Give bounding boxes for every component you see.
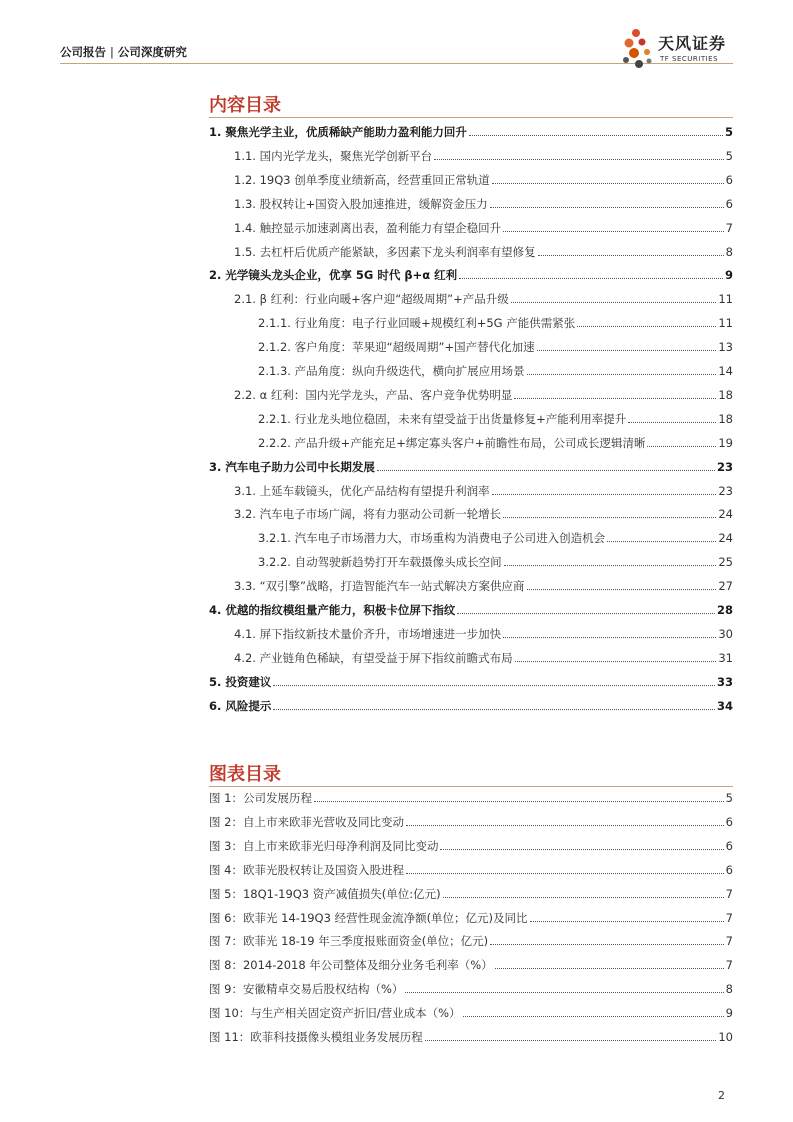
toc-entry-title: 2.2. α 红利：国内光学龙头，产品、客户竞争优势明显 bbox=[234, 387, 513, 402]
dot-leader bbox=[457, 602, 715, 614]
dot-leader bbox=[490, 196, 724, 208]
toc-entry[interactable] bbox=[209, 386, 733, 404]
dot-leader bbox=[406, 814, 724, 826]
figure-entry-page: 6 bbox=[725, 814, 733, 829]
toc-entry-page: 5 bbox=[725, 148, 733, 163]
toc-entry[interactable] bbox=[209, 243, 733, 261]
figure-entry[interactable] bbox=[209, 956, 733, 974]
toc-entry-page: 6 bbox=[725, 196, 733, 211]
logo-brand-cn: 天风证券 bbox=[658, 34, 727, 53]
dot-leader bbox=[492, 483, 717, 495]
toc-entry-title: 1.3. 股权转让+国资入股加速推进，缓解资金压力 bbox=[234, 196, 488, 211]
figure-entry-page: 7 bbox=[725, 910, 733, 925]
toc-entry[interactable] bbox=[209, 123, 733, 141]
dot-leader bbox=[511, 291, 717, 303]
dot-leader bbox=[314, 790, 724, 802]
toc-entry-page: 18 bbox=[718, 411, 733, 426]
toc-entry-page: 28 bbox=[716, 603, 733, 617]
figure-entry-title: 图 10：与生产相关固定资产折旧/营业成本（%） bbox=[209, 1006, 461, 1021]
toc-entry-page: 6 bbox=[725, 172, 733, 187]
figure-entry-page: 5 bbox=[725, 791, 733, 805]
dot-leader bbox=[406, 862, 724, 874]
toc-entry-page: 27 bbox=[718, 579, 733, 594]
figure-entry[interactable] bbox=[209, 861, 733, 879]
dot-leader bbox=[469, 124, 723, 136]
toc-entry-title: 2. 光学镜头龙头企业，优享 5G 时代 β+α 红利 bbox=[209, 268, 458, 283]
dot-leader bbox=[530, 910, 724, 922]
figure-entry-title: 图 8：2014-2018 年公司整体及细分业务毛利率（%） bbox=[209, 958, 493, 973]
toc-entry[interactable] bbox=[209, 601, 733, 619]
figure-entry-title: 图 5：18Q1-19Q3 资产减值损失(单位:亿元) bbox=[209, 886, 441, 901]
toc-entry[interactable] bbox=[209, 673, 733, 691]
dot-leader bbox=[503, 626, 716, 638]
figure-entry-page: 6 bbox=[725, 862, 733, 877]
report-subtype: 公司深度研究 bbox=[117, 45, 187, 59]
toc-entry[interactable] bbox=[209, 266, 733, 284]
toc-entry-page: 30 bbox=[718, 626, 733, 641]
toc-title: 内容目录 bbox=[209, 95, 281, 116]
toc-entry-title: 3.2.2. 自动驾驶新趋势打开车载摄像头成长空间 bbox=[258, 555, 502, 570]
toc-entry-title: 1.5. 去杠杆后优质产能紧缺，多因素下龙头利润率有望修复 bbox=[234, 244, 536, 259]
dot-leader bbox=[503, 506, 716, 518]
toc-entry[interactable] bbox=[209, 219, 733, 237]
figure-entry[interactable] bbox=[209, 837, 733, 855]
toc-entry-title: 2.1.1. 行业角度：电子行业回暖+规模红利+5G 产能供需紧张 bbox=[258, 316, 576, 331]
toc-entry-title: 6. 风险提示 bbox=[209, 698, 272, 713]
toc-entry-page: 23 bbox=[718, 483, 733, 498]
toc-entry-title: 2.2.1. 行业龙头地位稳固，未来有望受益于出货量修复+产能利用率提升 bbox=[258, 411, 627, 426]
toc-entry[interactable] bbox=[209, 147, 733, 165]
toc-entry-page: 18 bbox=[718, 387, 733, 402]
toc-entry-title: 1.2. 19Q3 创单季度业绩新高，经营重回正常轨道 bbox=[234, 172, 490, 187]
toc-entry-page: 11 bbox=[718, 316, 733, 331]
toc-entry[interactable] bbox=[209, 434, 733, 452]
dot-leader bbox=[527, 363, 717, 375]
figure-entry-page: 7 bbox=[725, 886, 733, 901]
dot-leader bbox=[628, 411, 716, 423]
toc-entry-page: 7 bbox=[725, 220, 733, 235]
flower-logo-icon bbox=[620, 28, 656, 72]
figure-entry[interactable] bbox=[209, 909, 733, 927]
figure-entry[interactable] bbox=[209, 932, 733, 950]
dot-leader bbox=[577, 315, 716, 327]
toc-entry[interactable] bbox=[209, 290, 733, 308]
toc-entry[interactable] bbox=[209, 482, 733, 500]
toc-entry[interactable] bbox=[209, 529, 733, 547]
figure-entry-page: 7 bbox=[725, 958, 733, 973]
figure-entry-page: 10 bbox=[718, 1030, 733, 1044]
dot-leader bbox=[463, 1005, 724, 1017]
figure-entry[interactable] bbox=[209, 1028, 733, 1046]
toc-entry[interactable] bbox=[209, 195, 733, 213]
toc-entry-title: 5. 投资建议 bbox=[209, 674, 272, 689]
dot-leader bbox=[527, 578, 717, 590]
dot-leader bbox=[607, 530, 716, 542]
toc-entry[interactable] bbox=[209, 625, 733, 643]
figure-entry-page: 9 bbox=[725, 1006, 733, 1021]
toc-entry-page: 31 bbox=[718, 650, 733, 665]
figures-title: 图表目录 bbox=[209, 764, 281, 785]
dot-leader bbox=[515, 650, 717, 662]
toc-entry[interactable] bbox=[209, 649, 733, 667]
toc-entry-title: 3.2. 汽车电子市场广阔，将有力驱动公司新一轮增长 bbox=[234, 507, 502, 522]
dot-leader bbox=[647, 435, 716, 447]
toc-entry-page: 5 bbox=[724, 125, 733, 139]
dot-leader bbox=[425, 1029, 717, 1041]
figure-entry[interactable] bbox=[209, 885, 733, 903]
figure-entry-page: 8 bbox=[725, 982, 733, 997]
figure-entry-page: 7 bbox=[725, 934, 733, 949]
toc-entry-title: 2.2.2. 产品升级+产能充足+绑定寡头客户+前瞻性布局，公司成长逻辑清晰 bbox=[258, 435, 646, 450]
toc-entry-title: 3. 汽车电子助力公司中长期发展 bbox=[209, 459, 375, 474]
toc-entry[interactable] bbox=[209, 171, 733, 189]
toc-title-rule bbox=[209, 117, 733, 118]
figure-entry[interactable] bbox=[209, 789, 733, 807]
figure-entry-title: 图 9：安徽精卓交易后股权结构（%） bbox=[209, 982, 404, 997]
toc-entry[interactable] bbox=[209, 553, 733, 571]
toc-entry-title: 2.1.2. 客户角度：苹果迎“超级周期”+国产替代化加速 bbox=[258, 340, 535, 355]
dot-leader bbox=[440, 838, 723, 850]
figure-entry[interactable] bbox=[209, 813, 733, 831]
dot-leader bbox=[503, 220, 724, 232]
report-type: 公司报告 bbox=[60, 45, 106, 59]
figure-entry-title: 图 4：欧菲光股权转让及国资入股进程 bbox=[209, 862, 404, 877]
figure-entry[interactable] bbox=[209, 1004, 733, 1022]
header-separator: | bbox=[110, 45, 114, 59]
toc-entry-title: 4.1. 屏下指纹新技术量价齐升，市场增速进一步加快 bbox=[234, 626, 502, 641]
tf-securities-logo bbox=[620, 28, 735, 72]
toc-entry-title: 1.1. 国内光学龙头，聚焦光学创新平台 bbox=[234, 148, 433, 163]
dot-leader bbox=[495, 957, 724, 969]
figure-entry-title: 图 1：公司发展历程 bbox=[209, 791, 312, 805]
toc-entry[interactable] bbox=[209, 697, 733, 715]
dot-leader bbox=[504, 554, 717, 566]
dot-leader bbox=[273, 698, 715, 710]
dot-leader bbox=[459, 267, 723, 279]
page-number: 2 bbox=[718, 1089, 725, 1102]
toc-entry-title: 1.4. 触控显示加速剥离出表，盈利能力有望企稳回升 bbox=[234, 220, 502, 235]
dot-leader bbox=[538, 244, 724, 256]
toc-entry[interactable] bbox=[209, 410, 733, 428]
toc-entry[interactable] bbox=[209, 314, 733, 332]
toc-entry-page: 19 bbox=[718, 435, 733, 450]
figures-title-rule bbox=[209, 786, 733, 787]
figure-entry-title: 图 2：自上市来欧菲光营收及同比变动 bbox=[209, 814, 404, 829]
toc-entry-page: 8 bbox=[725, 244, 733, 259]
toc-entry-page: 25 bbox=[718, 555, 733, 570]
toc-entry[interactable] bbox=[209, 458, 733, 476]
toc-entry-title: 4.2. 产业链角色稀缺，有望受益于屏下指纹前瞻式布局 bbox=[234, 650, 513, 665]
toc-entry-page: 34 bbox=[716, 698, 733, 713]
toc-entry-title: 2.1. β 红利：行业向暖+客户迎“超级周期”+产品升级 bbox=[234, 292, 509, 307]
report-category bbox=[60, 44, 187, 60]
toc-entry-page: 24 bbox=[718, 531, 733, 546]
toc-entry-page: 33 bbox=[716, 674, 733, 689]
toc-entry[interactable] bbox=[209, 577, 733, 595]
toc-entry-page: 13 bbox=[718, 340, 733, 355]
figure-entry-title: 图 3：自上市来欧菲光归母净利润及同比变动 bbox=[209, 838, 439, 853]
figure-entry-title: 图 7：欧菲光 18-19 年三季度报账面资金(单位；亿元) bbox=[209, 934, 489, 949]
toc-entry-page: 9 bbox=[724, 268, 733, 283]
toc-entry-title: 1. 聚焦光学主业，优质稀缺产能助力盈利能力回升 bbox=[209, 125, 467, 139]
toc-entry-title: 3.3. “双引擎”战略，打造智能汽车一站式解决方案供应商 bbox=[234, 579, 525, 594]
figure-entry[interactable] bbox=[209, 980, 733, 998]
figure-entry-title: 图 11：欧菲科技摄像头模组业务发展历程 bbox=[209, 1030, 423, 1044]
toc-entry-page: 14 bbox=[718, 364, 733, 378]
dot-leader bbox=[377, 459, 715, 471]
toc-entry-title: 2.1.3. 产品角度：纵向升级迭代，横向扩展应用场景 bbox=[258, 364, 525, 378]
figure-entry-page: 6 bbox=[725, 838, 733, 853]
figure-entry-title: 图 6：欧菲光 14-19Q3 经营性现金流净额(单位；亿元)及同比 bbox=[209, 910, 528, 925]
toc-entry-title: 3.2.1. 汽车电子市场潜力大，市场重构为消费电子公司进入创造机会 bbox=[258, 531, 606, 546]
toc-entry-page: 11 bbox=[718, 292, 733, 307]
toc-entry-page: 23 bbox=[716, 459, 733, 474]
toc-entry[interactable] bbox=[209, 362, 733, 380]
toc-entry-page: 24 bbox=[718, 507, 733, 522]
toc-entry-title: 4. 优越的指纹模组量产能力，积极卡位屏下指纹 bbox=[209, 603, 456, 617]
toc-entry-title: 3.1. 上延车载镜头，优化产品结构有望提升利润率 bbox=[234, 483, 490, 498]
dot-leader bbox=[490, 933, 724, 945]
toc-entry[interactable] bbox=[209, 505, 733, 523]
dot-leader bbox=[405, 981, 723, 993]
dot-leader bbox=[443, 886, 724, 898]
dot-leader bbox=[492, 172, 724, 184]
dot-leader bbox=[273, 674, 715, 686]
toc-entry[interactable] bbox=[209, 338, 733, 356]
dot-leader bbox=[514, 387, 716, 399]
logo-brand-en: TF SECURITIES bbox=[660, 55, 719, 63]
dot-leader bbox=[537, 339, 717, 351]
dot-leader bbox=[434, 148, 724, 160]
